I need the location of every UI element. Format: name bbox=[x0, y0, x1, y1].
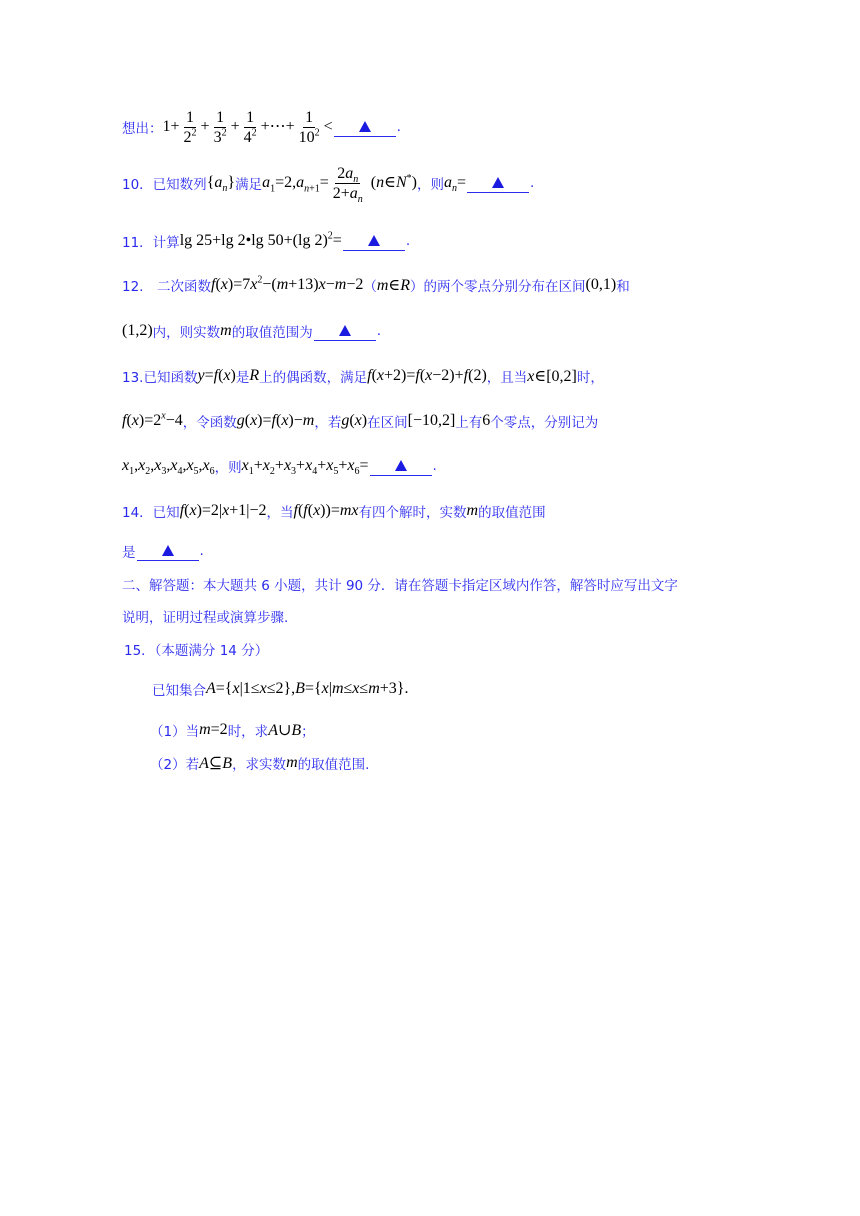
q14-line1: 14．已知 f(x)=2|x+1|−2 ，当 f(f(x))=mx 有四个解时，实数 m 的取值范围 bbox=[122, 502, 546, 521]
q15-part1: （1）当 m=2 时，求 A∪B ； bbox=[150, 721, 315, 740]
q15-sets-formula: A={x|1≤x≤2},B={x|m≤x≤m+3}. bbox=[206, 680, 409, 697]
answer-marker-icon bbox=[395, 460, 407, 471]
q11-line: 11．计算 lg 25+lg 2•lg 50+(lg 2)$^2$= . bbox=[122, 230, 411, 251]
q10-number: 10．已知数列 bbox=[122, 177, 207, 193]
q15-title: 15．（本题满分 14 分） bbox=[124, 643, 269, 659]
answer-blank bbox=[343, 232, 405, 251]
section2-heading: 二、解答题：本大题共 6 小题，共计 90 分．请在答题卡指定区域内作答，解答时应写出文字 bbox=[122, 578, 678, 594]
q15-part2: （2）若 A⊆B ，求实数 m 的取值范围. bbox=[150, 754, 370, 773]
q12-line1: 12. 二次函数 $f(x)=7x^2-(m+13)x-m-2$ （ m∈R ）的两个零点分别分布在区间 (0,1) 和 bbox=[122, 274, 630, 295]
q9-line: 想出： 1+ $\frac{1}{2^2}$ + $\frac{1}{3^2}$ + $\frac{1}{4^2}$ +⋯+ $\frac{1}{10^2}$ < . bbox=[122, 108, 401, 146]
answer-marker-icon bbox=[162, 545, 174, 556]
q10-formula: $a_1=2,a_{n+1}=$ $\frac{2a_n}{2+a_n}$ (n∈N*) bbox=[262, 164, 417, 205]
q11-formula: lg 25+lg 2•lg 50+(lg 2)$^2$= bbox=[179, 230, 342, 249]
q12-line2: (1,2) 内，则实数 m 的取值范围为 . bbox=[122, 322, 382, 341]
q13-line1: 13.已知函数 y=f(x) 是 R 上的偶函数，满足 f(x+2)=f(x−2)+f(2) ，且当 x∈[0,2] 时， bbox=[122, 367, 604, 386]
q12-formula: $f(x)=7x^2-(m+13)x-m-2$ bbox=[210, 274, 364, 293]
q13-number: 13.已知函数 bbox=[122, 370, 198, 386]
answer-marker-icon bbox=[368, 235, 380, 246]
answer-marker-icon bbox=[492, 177, 504, 188]
q10-line: 10．已知数列 $\{a_n\}$ 满足 $a_1=2,a_{n+1}=$ $\frac{2a_n}{2+a_n}$ (n∈N*) ，则 $a_n=$ . bbox=[122, 164, 535, 205]
q11-number: 11．计算 bbox=[122, 235, 180, 251]
q15-header bbox=[124, 637, 860, 661]
q12-number: 12. 二次函数 bbox=[122, 279, 211, 295]
answer-blank bbox=[467, 174, 529, 193]
q9-formula: 1+ $\frac{1}{2^2}$ + $\frac{1}{3^2}$ + $\frac{1}{4^2}$ +⋯+ $\frac{1}{10^2}$ < bbox=[162, 108, 333, 146]
answer-blank bbox=[370, 457, 432, 476]
q9-prefix: 想出： bbox=[122, 121, 163, 137]
answer-marker-icon bbox=[359, 121, 371, 132]
answer-blank bbox=[334, 118, 396, 137]
q15-given: 已知集合 A={x|1≤x≤2},B={x|m≤x≤m+3}. bbox=[152, 680, 409, 699]
q14-number: 14．已知 bbox=[122, 505, 180, 521]
q13-line3: $x_1,x_2,x_3,x_4,x_5,x_6$ ，则 $x_1+x_2+x_3+x_4+x_5+x_6=$ . bbox=[122, 457, 437, 478]
answer-blank bbox=[137, 542, 199, 561]
section2-line1 bbox=[122, 572, 860, 596]
answer-blank bbox=[314, 322, 376, 341]
section2-line2: 说明，证明过程或演算步骤. bbox=[122, 610, 289, 626]
q13-line2: $f(x)=2^x-4$ ，令函数 g(x)=f(x)−m ，若 g(x) 在区间 [−10,2] 上有 6 个零点，分别记为 bbox=[122, 410, 599, 431]
answer-marker-icon bbox=[339, 325, 351, 336]
q14-line2: 是 . bbox=[122, 543, 204, 561]
